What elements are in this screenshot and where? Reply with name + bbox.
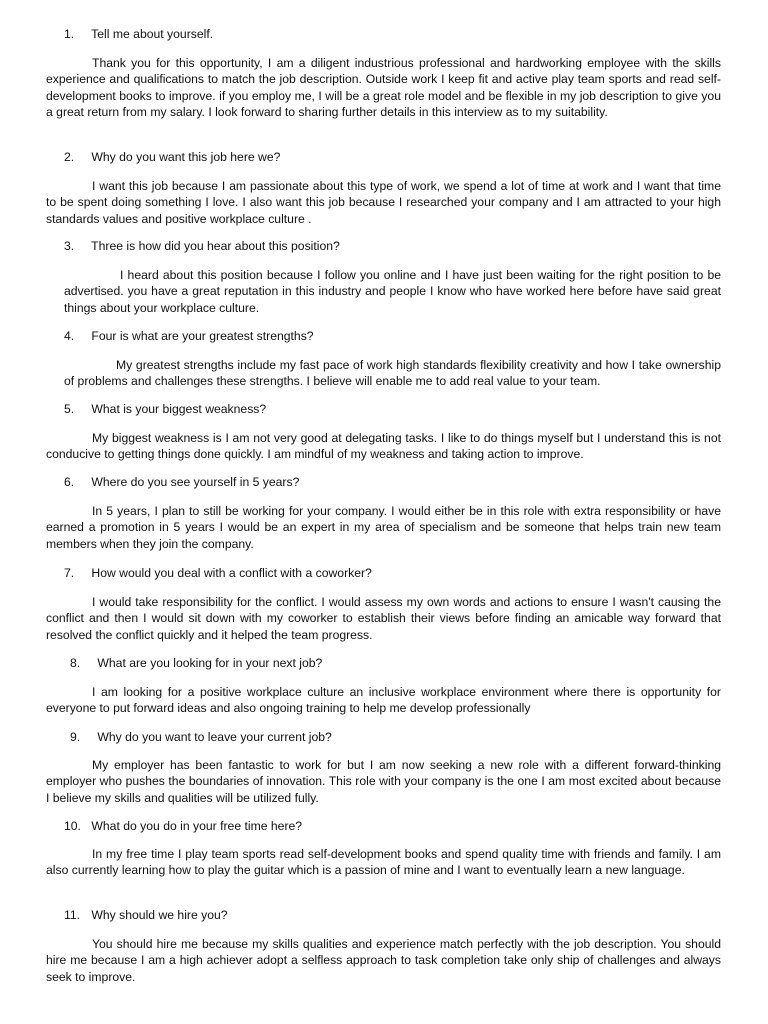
question-text: Why should we hire you? (91, 908, 228, 922)
question-text: Where do you see yourself in 5 years? (91, 475, 300, 489)
answer-text: My employer has been fantastic to work for but I am now seeking a new role with a different forward-thinking employer who pushes the boundaries of innovation. This role with your company is the one I am most excited about because I believe my skills and qualities will be utilized fully. (46, 758, 721, 805)
answer-8 (46, 684, 721, 717)
answer-10 (46, 846, 721, 879)
question-11 (64, 907, 228, 923)
question-number: 7. (64, 566, 75, 580)
answer-text: My greatest strengths include my fast pace of work high standards flexibility creativity and how I take ownership of problems and challenges these strengths. I believe will enable me to add real value to your team. (64, 358, 721, 389)
question-10 (64, 818, 302, 834)
question-number: 4. (64, 329, 75, 343)
question-number: 1. (64, 27, 75, 41)
answer-text: You should hire me because my skills qualities and experience match perfectly with the job description. You should hire me because I am a high achiever adopt a selfless approach to task completion take only ship of challenges and always seek to improve. (46, 937, 721, 984)
answer-11 (46, 936, 721, 985)
answer-7 (46, 594, 721, 643)
answer-2 (46, 178, 721, 227)
answer-text: In 5 years, I plan to still be working for your company. I would either be in this role with extra responsibility or have earned a promotion in 5 years I would be an expert in my area of specialism and be someone that helps train new team members when they join the company. (46, 504, 721, 551)
question-number: 11. (64, 908, 81, 922)
answer-text: I want this job because I am passionate about this type of work, we spend a lot of time at work and I want that time to be spent doing something I love. I also want this job because I researched your company and I am attracted to your high standards values and positive workplace culture . (46, 179, 721, 226)
question-6 (64, 474, 299, 490)
answer-1 (46, 55, 721, 121)
question-5 (64, 401, 266, 417)
question-number: 9. (70, 730, 81, 744)
question-number: 3. (64, 239, 75, 253)
question-2 (64, 149, 280, 165)
question-text: What is your biggest weakness? (91, 402, 267, 416)
answer-text: I heard about this position because I follow you online and I have just been waiting for the right position to be advertised. you have a great reputation in this industry and people I know who have worked here before have said great things about your workplace culture. (64, 268, 721, 315)
answer-9 (46, 757, 721, 806)
question-text: Why do you want this job here we? (91, 150, 281, 164)
question-number: 10. (64, 819, 81, 833)
question-number: 2. (64, 150, 75, 164)
answer-6 (46, 503, 721, 552)
question-text: What are you looking for in your next job? (97, 656, 323, 670)
question-9 (70, 729, 332, 745)
answer-text: Thank you for this opportunity, I am a diligent industrious professional and hardworking employee with the skills experience and qualifications to match the job description. Outside work I keep fit and active play team sports and read self-development books to improve. if you employ me, I will be a great role model and be flexible in my job description to give you a great return from my salary. I look forward to sharing further details in this interview as to my suitability. (46, 56, 721, 120)
question-number: 6. (64, 475, 75, 489)
answer-5 (46, 430, 721, 463)
question-text: Four is what are your greatest strengths? (91, 329, 314, 343)
question-4 (64, 328, 314, 344)
answer-text: My biggest weakness is I am not very good at delegating tasks. I like to do things myself but I understand this is not conducive to getting things done quickly. I am mindful of my weakness and taking action to improve. (46, 431, 721, 462)
answer-text: I am looking for a positive workplace culture an inclusive workplace environment where there is opportunity for everyone to put forward ideas and also ongoing training to help me develop professionally (46, 685, 721, 716)
question-text: Why do you want to leave your current job? (97, 730, 332, 744)
answer-4 (64, 357, 721, 390)
question-8 (70, 655, 322, 671)
answer-text: In my free time I play team sports read self-development books and spend quality time with friends and family. I am also currently learning how to play the guitar which is a passion of mine and I want to eventually learn a new language. (46, 847, 721, 878)
question-1 (64, 26, 213, 42)
question-3 (64, 238, 340, 254)
question-number: 5. (64, 402, 75, 416)
question-text: What do you do in your free time here? (91, 819, 303, 833)
answer-3 (64, 267, 721, 316)
question-text: Tell me about yourself. (91, 27, 214, 41)
question-text: How would you deal with a conflict with a coworker? (91, 566, 372, 580)
answer-text: I would take responsibility for the conflict. I would assess my own words and actions to ensure I wasn't causing the conflict and then I would sit down with my coworker to establish their views before finding an amicable way forward that resolved the conflict quickly and it helped the team progress. (46, 595, 721, 642)
question-text: Three is how did you hear about this position? (91, 239, 340, 253)
question-7 (64, 565, 372, 581)
question-number: 8. (70, 656, 81, 670)
